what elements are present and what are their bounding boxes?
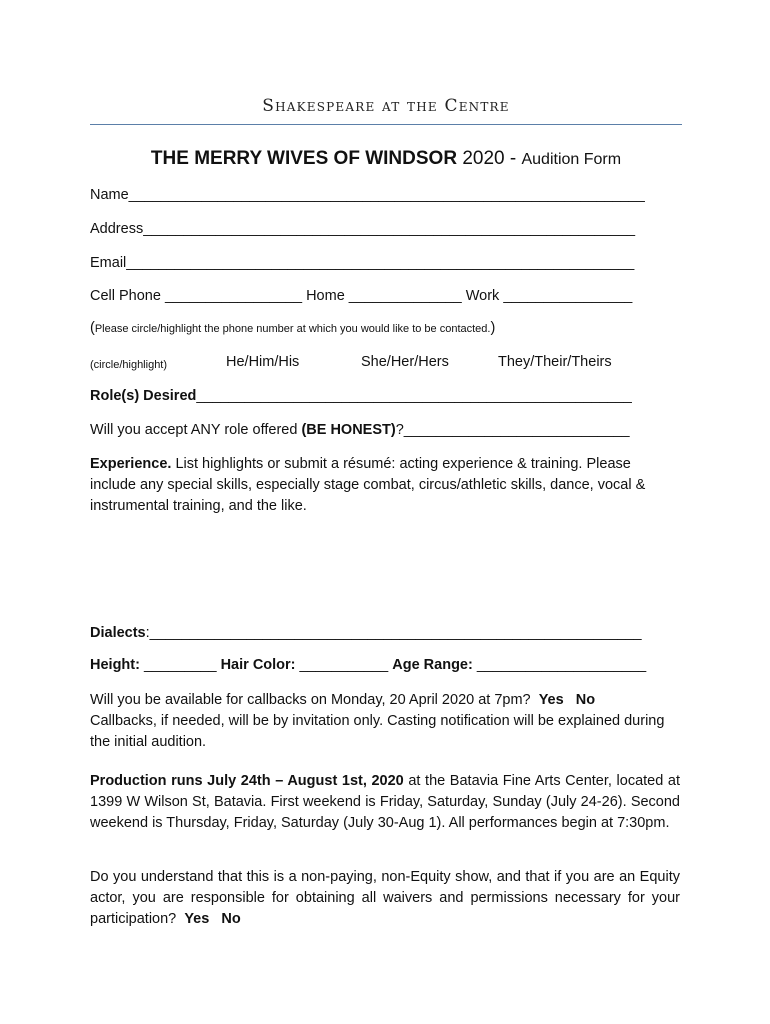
equity-question: Do you understand that this is a non-paying, non-Equity show, and that if you are an Equity actor, you are responsible for obtaining all waivers and permissions necessary for your participation?: [90, 869, 680, 927]
age-range-blank[interactable]: _____________________: [472, 657, 647, 673]
equity-no[interactable]: No: [221, 911, 241, 927]
accept-text: Will you accept ANY role offered: [90, 422, 302, 438]
title-year: 2020 -: [457, 148, 522, 169]
hair-color-blank[interactable]: ___________: [295, 657, 393, 673]
production-section: [90, 771, 680, 834]
pronoun-he[interactable]: He/Him/His: [226, 354, 300, 370]
header-divider: [90, 124, 682, 125]
experience-label: Experience.: [90, 456, 172, 472]
roles-label: Role(s) Desired: [90, 388, 197, 404]
address-field[interactable]: Address_____________________________________________________________: [90, 221, 636, 237]
physical-fields[interactable]: [90, 657, 646, 673]
name-field[interactable]: Name________________________________________________________________: [90, 187, 645, 203]
accept-any-role-field[interactable]: [90, 422, 630, 438]
phone-note-open: (: [90, 320, 95, 336]
dialects-field[interactable]: [90, 625, 642, 641]
phone-note-text: Please circle/highlight the phone number at which you would like to be contacted.: [94, 323, 491, 335]
pronoun-she[interactable]: She/Her/Hers: [361, 354, 449, 370]
experience-text: List highlights or submit a résumé: acting experience & training. Please include any special skills, especially stage combat, circus/athletic skills, dance, vocal & instrumental training, and the like.: [90, 456, 646, 514]
pronoun-label: (circle/highlight): [90, 359, 168, 371]
production-text: at the Batavia Fine Arts Center, located at 1399 W Wilson St, Batavia. First weekend is Friday, Saturday, Sunday (July 24-26). Second weekend is Thursday, Friday, Saturday (July 30-Aug 1). All performances begin at 7:30pm.: [90, 773, 680, 831]
age-range-label: Age Range:: [392, 657, 473, 673]
accept-blank[interactable]: ?____________________________: [395, 422, 630, 438]
hair-color-label: Hair Color:: [220, 657, 296, 673]
phone-note-close: ): [490, 320, 496, 336]
accept-honest: (BE HONEST): [301, 422, 396, 438]
callbacks-question: Will you be available for callbacks on Monday, 20 April 2020 at 7pm?: [90, 692, 531, 708]
callbacks-section: [90, 690, 680, 753]
equity-yes[interactable]: Yes: [184, 911, 210, 927]
phone-note: [90, 320, 495, 336]
pronoun-row: [90, 356, 167, 372]
dialects-blank[interactable]: :_____________________________________________________________: [145, 625, 642, 641]
callbacks-note: Callbacks, if needed, will be by invitation only. Casting notification will be explained during the initial audition.: [90, 713, 665, 750]
play-title: THE MERRY WIVES OF WINDSOR: [150, 148, 458, 169]
equity-section: [90, 867, 680, 930]
callbacks-yes[interactable]: Yes: [538, 692, 564, 708]
form-title: [90, 148, 682, 170]
email-field[interactable]: Email_______________________________________________________________: [90, 255, 635, 271]
height-label: Height:: [90, 657, 140, 673]
title-form: Audition Form: [521, 151, 622, 168]
roles-desired-field[interactable]: [90, 388, 632, 404]
roles-blank[interactable]: ______________________________________________________: [196, 388, 632, 404]
theatre-header: Shakespeare at the Centre: [262, 96, 510, 116]
pronoun-they[interactable]: They/Their/Theirs: [498, 354, 612, 370]
experience-section: [90, 454, 680, 517]
phone-fields[interactable]: Cell Phone _________________ Home ______________ Work ________________: [90, 288, 633, 304]
dialects-label: Dialects: [90, 625, 146, 641]
height-blank[interactable]: _________: [139, 657, 221, 673]
callbacks-no[interactable]: No: [575, 692, 596, 708]
production-dates: Production runs July 24th – August 1st, 2020: [90, 773, 404, 789]
